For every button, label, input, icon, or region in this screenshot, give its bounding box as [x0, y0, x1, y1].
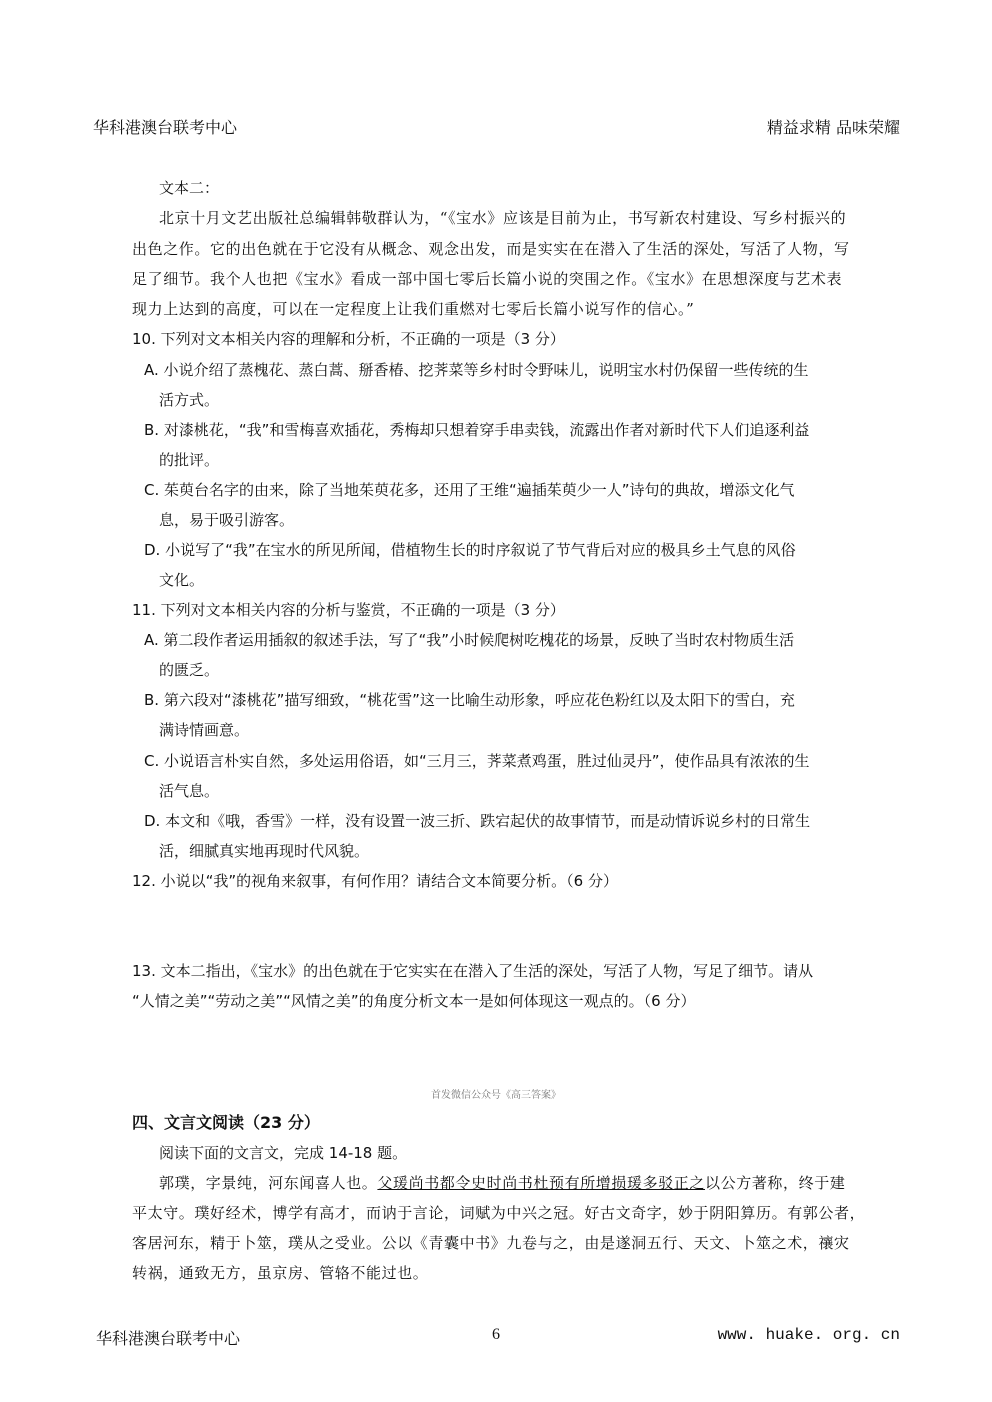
text2-line-4: 现力上达到的高度，可以在一定程度上让我们重燃对七零后长篇小说写作的信心。”: [132, 300, 695, 318]
watermark: 首发微信公众号《高三答案》: [431, 1090, 561, 1101]
q10-option-c-cont: 息，易于吸引游客。: [159, 511, 295, 529]
q11-option-d: D. 本文和《哦，香雪》一样，没有设置一波三折、跌宕起伏的故事情节，而是动情诉说乡村的日常生: [144, 812, 811, 830]
q10-option-d-cont: 文化。: [159, 571, 205, 589]
q10-option-c: C. 茱萸台名字的由来，除了当地茱萸花多，还用了王维“遍插茱萸少一人”诗句的典故，增添文化气: [144, 481, 795, 499]
para-end: 以公方著称，终于建: [705, 1174, 846, 1192]
text2-line-1: 北京十月文艺出版社总编辑韩敬群认为，“《宝水》应该是目前为止，书写新农村建设、写乡村振兴的: [159, 209, 847, 227]
q11-option-b: B. 第六段对“漆桃花”描写细致，“桃花雪”这一比喻生动形象，呼应花色粉红以及太阳下的雪白，充: [144, 691, 795, 709]
section4-para-line-3: 客居河东，精于卜筮，璞从之受业。公以《青囊中书》九卷与之，由是遂洞五行、天文、卜筮之术，禳灾: [132, 1234, 850, 1252]
q11-option-d-cont: 活，细腻真实地再现时代风貌。: [159, 842, 370, 860]
footer-url: www. huake. org. cn: [717, 1326, 900, 1344]
q11-stem: 11. 下列对文本相关内容的分析与鉴赏，不正确的一项是（3 分）: [132, 601, 565, 619]
section4-intro: 阅读下面的文言文，完成 14-18 题。: [159, 1144, 408, 1162]
page-number: 6: [492, 1326, 500, 1343]
text2-line-2: 出色之作。它的出色就在于它没有从概念、观念出发，而是实实在在潜入了生活的深处，写活了人物，写: [132, 240, 850, 258]
q11-option-a: A. 第二段作者运用插叙的叙述手法，写了“我”小时候爬树吃槐花的场景，反映了当时农村物质生活: [144, 631, 795, 649]
header-left: 华科港澳台联考中心: [93, 118, 238, 137]
q11-option-a-cont: 的匮乏。: [159, 661, 220, 679]
q10-option-b-cont: 的批评。: [159, 451, 220, 469]
q13-line-2: “人情之美”“劳动之美”“风情之美”的角度分析文本一是如何体现这一观点的。（6 分）: [132, 992, 696, 1010]
q10-option-a: A. 小说介绍了蒸槐花、蒸白蒿、掰香椿、挖荠菜等乡村时令野味儿，说明宝水村仍保留一些传统的生: [144, 361, 809, 379]
section4-title: 四、文言文阅读（23 分）: [132, 1113, 320, 1132]
q10-option-d: D. 小说写了“我”在宝水的所见所闻，借植物生长的时序叙说了节气背后对应的极具乡土气息的风俗: [144, 541, 796, 559]
q12-stem: 12. 小说以“我”的视角来叙事，有何作用？请结合文本简要分析。（6 分）: [132, 872, 618, 890]
text2-label: 文本二：: [159, 179, 220, 197]
q11-option-c-cont: 活气息。: [159, 782, 220, 800]
text2-line-3: 足了细节。我个人也把《宝水》看成一部中国七零后长篇小说的突围之作。《宝水》在思想深度与艺术表: [132, 270, 843, 288]
section4-para-line-1: [159, 1174, 845, 1192]
q11-option-c: C. 小说语言朴实自然，多处运用俗语，如“三月三，荠菜煮鸡蛋，胜过仙灵丹”，使作品具有浓浓的生: [144, 752, 810, 770]
para-start: 郭璞，字景纯，河东闻喜人也。: [159, 1174, 378, 1192]
footer-left: 华科港澳台联考中心: [96, 1329, 241, 1348]
q10-option-a-cont: 活方式。: [159, 391, 220, 409]
q13-line-1: 13. 文本二指出，《宝水》的出色就在于它实实在在潜入了生活的深处，写活了人物，写足了细节。请从: [132, 962, 814, 980]
q11-option-b-cont: 满诗情画意。: [159, 721, 250, 739]
q10-option-b: B. 对漆桃花，“我”和雪梅喜欢插花，秀梅却只想着穿手串卖钱，流露出作者对新时代下人们追逐利益: [144, 421, 810, 439]
underlined-sentence: 父瑗尚书都令史时尚书杜预有所增损瑗多驳正之: [377, 1174, 706, 1192]
q10-stem: 10. 下列对文本相关内容的理解和分析，不正确的一项是（3 分）: [132, 330, 565, 348]
header-right: 精益求精 品味荣耀: [766, 118, 900, 137]
section4-para-line-2: 平太守。璞好经术，博学有高才，而讷于言论，词赋为中兴之冠。好古文奇字，妙于阴阳算历。有郭公者，: [132, 1204, 866, 1222]
section4-para-line-4: 转祸，通致无方，虽京房、管辂不能过也。: [132, 1264, 429, 1282]
